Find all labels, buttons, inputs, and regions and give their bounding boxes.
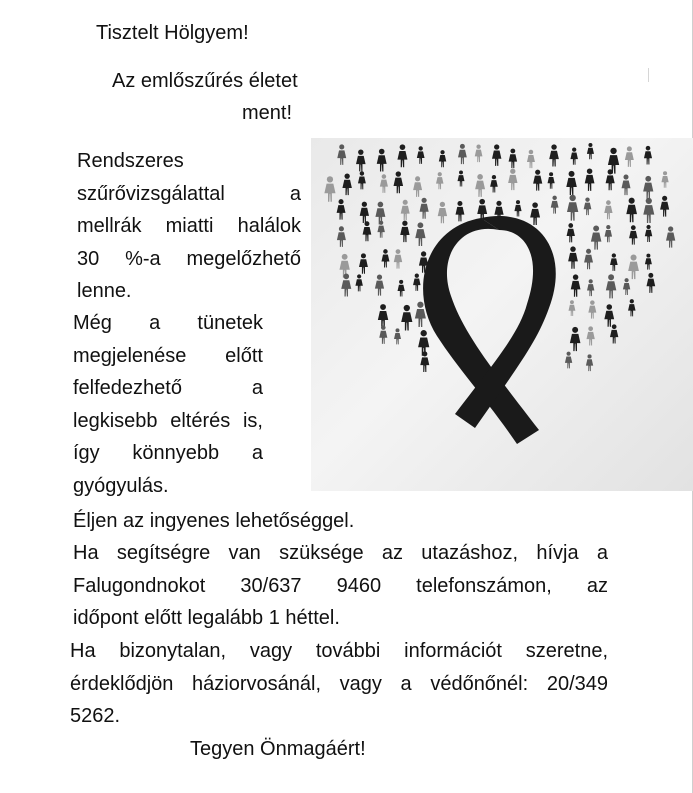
text-cursor (648, 68, 649, 82)
woman-figure-icon (378, 304, 388, 328)
text-line: Még a tünetek (73, 312, 263, 334)
woman-figure-icon (438, 202, 447, 224)
woman-figure-icon (604, 200, 612, 219)
woman-figure-icon (530, 202, 540, 225)
woman-figure-icon (548, 172, 555, 188)
woman-figure-icon (439, 150, 446, 167)
woman-figure-icon (420, 351, 429, 372)
woman-figure-icon (606, 274, 616, 298)
woman-figure-icon (359, 253, 368, 273)
woman-figure-icon (381, 249, 389, 267)
text-line: megjelenése előtt (73, 344, 263, 367)
woman-figure-icon (417, 146, 425, 164)
woman-figure-icon (569, 300, 576, 316)
woman-figure-icon (337, 199, 346, 219)
woman-figure-icon (661, 171, 668, 188)
woman-figure-icon (492, 144, 501, 166)
woman-figure-icon (394, 171, 404, 193)
woman-figure-icon (645, 254, 652, 270)
awareness-ribbon-heart-icon (311, 138, 693, 491)
woman-figure-icon (586, 326, 594, 345)
woman-figure-icon (379, 325, 387, 344)
woman-figure-icon (567, 223, 575, 242)
woman-figure-icon (415, 302, 426, 327)
woman-figure-icon (533, 170, 542, 191)
woman-figure-icon (413, 176, 422, 197)
woman-figure-icon (394, 328, 401, 344)
woman-figure-icon (587, 279, 594, 296)
woman-figure-icon (527, 150, 535, 168)
woman-figure-icon (623, 278, 630, 295)
woman-figure-icon (394, 249, 402, 268)
woman-figure-icon (626, 198, 637, 223)
woman-figure-icon (628, 254, 639, 279)
paragraph-contact (70, 635, 608, 733)
woman-figure-icon (570, 148, 578, 165)
woman-figure-icon (420, 198, 429, 219)
headline-line-1: Az emlőszűrés életet (112, 70, 298, 92)
woman-figure-icon (565, 352, 572, 369)
greeting: Tisztelt Hölgyem! (96, 22, 249, 44)
woman-figure-icon (401, 200, 410, 221)
woman-figure-icon (625, 146, 634, 166)
woman-figure-icon (585, 168, 595, 190)
paragraph-screening (77, 145, 301, 308)
woman-figure-icon (337, 226, 346, 247)
woman-figure-icon (566, 171, 577, 195)
text-line: Rendszeres (77, 150, 184, 172)
text-line: legkisebb eltérés is, (73, 409, 263, 432)
woman-figure-icon (643, 198, 654, 223)
crowd-of-women-figures (324, 143, 675, 372)
woman-figure-icon (490, 175, 498, 193)
woman-figure-icon (645, 225, 652, 242)
woman-figure-icon (475, 145, 483, 163)
woman-figure-icon (360, 202, 369, 223)
text-line: szűrővizsgálattal a (77, 182, 301, 205)
paragraph-early-detection (73, 307, 263, 502)
woman-figure-icon (509, 149, 518, 169)
text-line: lenne. (77, 280, 132, 302)
woman-figure-icon (413, 274, 421, 291)
text-line: így könnyebb a (73, 442, 263, 464)
woman-figure-icon (551, 196, 559, 214)
woman-figure-icon (337, 144, 346, 164)
woman-figure-icon (588, 300, 596, 318)
woman-figure-icon (458, 144, 467, 164)
woman-figure-icon (584, 197, 592, 215)
woman-figure-icon (455, 201, 464, 221)
woman-figure-icon (622, 174, 631, 195)
woman-figure-icon (363, 221, 372, 241)
woman-figure-icon (606, 169, 615, 190)
woman-figure-icon (415, 222, 425, 246)
paragraph-transport (73, 537, 608, 635)
woman-figure-icon (380, 174, 388, 193)
text-line: Falugondnokot 30/637 9460 telefonszámon, az (73, 574, 608, 597)
woman-figure-icon (341, 274, 351, 297)
headline-line-2: ment! (242, 102, 293, 124)
text-line: felfedezhető a (73, 377, 263, 399)
woman-figure-icon (666, 226, 675, 247)
woman-figure-icon (584, 249, 593, 269)
woman-figure-icon (587, 143, 594, 159)
woman-figure-icon (604, 304, 614, 327)
pink-ribbon-icon (423, 216, 556, 444)
woman-figure-icon (610, 253, 618, 271)
woman-figure-icon (508, 169, 517, 190)
woman-figure-icon (514, 200, 521, 216)
woman-figure-icon (475, 174, 485, 197)
woman-figure-icon (660, 196, 669, 217)
woman-figure-icon (342, 174, 351, 196)
text-line: mellrák miatti halálok (77, 215, 301, 237)
woman-figure-icon (401, 305, 412, 331)
woman-figure-icon (628, 299, 636, 316)
woman-figure-icon (610, 324, 618, 343)
woman-figure-icon (591, 225, 602, 249)
awareness-ribbon-image (311, 138, 693, 491)
woman-figure-icon (629, 225, 637, 244)
woman-figure-icon (377, 221, 384, 238)
woman-figure-icon (436, 172, 443, 189)
woman-figure-icon (355, 274, 362, 291)
woman-figure-icon (644, 146, 652, 165)
woman-figure-icon (549, 144, 559, 166)
woman-figure-icon (458, 170, 465, 186)
woman-figure-icon (375, 275, 384, 296)
woman-figure-icon (356, 149, 366, 171)
text-line: érdeklődjön háziorvosánál, vagy a védőnőnél: 20/349 (70, 672, 608, 695)
paragraph-free-offer: Éljen az ingyenes lehetőséggel. (73, 510, 355, 532)
woman-figure-icon (358, 171, 366, 189)
text-line: gyógyulás. (73, 474, 169, 497)
text-line: 30 %-a megelőzhető (77, 247, 301, 270)
woman-figure-icon (324, 176, 335, 202)
woman-figure-icon (643, 176, 653, 199)
woman-figure-icon (567, 195, 578, 221)
woman-figure-icon (571, 274, 581, 296)
woman-figure-icon (568, 246, 578, 268)
woman-figure-icon (398, 280, 405, 297)
text-line: Ha segítségre van szüksége az utazáshoz, hívja a (73, 542, 608, 564)
woman-figure-icon (400, 221, 409, 242)
closing-line: Tegyen Önmagáért! (190, 738, 366, 760)
text-line: Ha bizonytalan, vagy további információt szeretne, (70, 640, 608, 662)
woman-figure-icon (646, 273, 655, 293)
text-line: időpont előtt legalább 1 héttel. (73, 607, 340, 629)
text-line: 5262. (70, 705, 121, 727)
woman-figure-icon (397, 144, 407, 167)
woman-figure-icon (570, 327, 581, 351)
woman-figure-icon (586, 354, 593, 371)
woman-figure-icon (377, 149, 387, 172)
woman-figure-icon (605, 225, 613, 242)
